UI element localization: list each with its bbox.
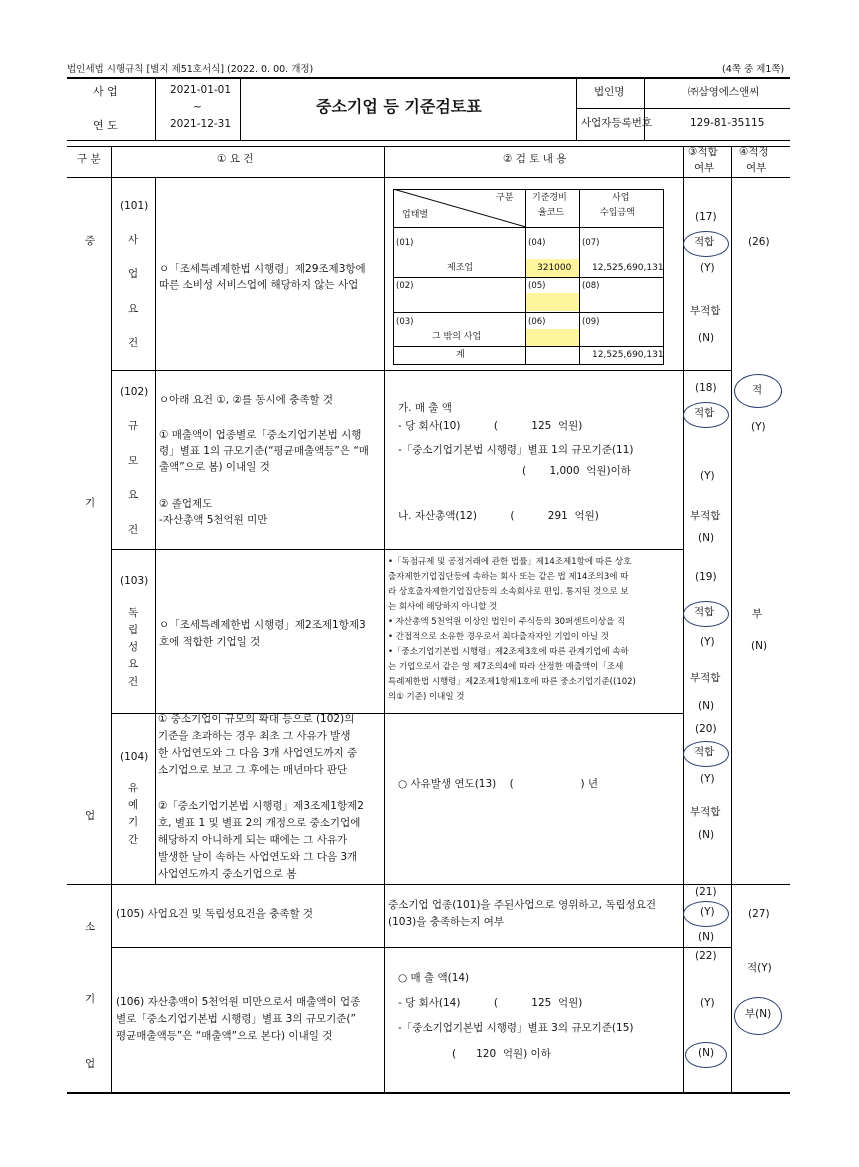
row102-req-line: -자산총액 5천억원 미만 [159,514,268,526]
table-hline [393,346,664,347]
table-cell: (04) [528,238,546,248]
table-cell: (05) [528,281,546,291]
col-fit3-b: 여부 [694,162,715,174]
row106-rev-std: -「중소기업기본법 시행령」별표 3의 규모기준(15) [398,1022,634,1034]
row104-req-line: 호, 별표 1 및 별표 2의 개정으로 중소기업에 [158,817,361,829]
side-label: 소 [85,921,96,933]
row104-fit-y: (Y) [700,773,715,785]
row101-label-char: 요 [128,303,139,315]
col-review: ② 검 토 내 용 [503,153,567,165]
highlight [526,293,579,311]
highlight [526,329,579,346]
row103-fit-y: (Y) [700,636,715,648]
corp-name: ㈜삼영에스앤씨 [688,86,760,98]
row101-fit-code: (17) [695,211,717,223]
row103-review-line: •「중소기업기본법 시행령」제2조제3호에 따른 관계기업에 속하 [388,647,629,657]
row105-review-line: 중소기업 업종(101)을 주된사업으로 영위하고, 독립성요건 [388,899,657,911]
side-label: 기 [85,497,96,509]
col-category: 구 분 [77,153,101,165]
row101-fit-no: 부적합 [690,305,721,317]
row102-asset: 나. 자산총액(12) ( 291 억원) [398,510,599,522]
row103-req-line: 호에 적합한 기업일 것 [159,636,261,648]
row-sep-102 [111,549,684,550]
business-year-label-1: 사 업 [93,85,118,98]
side-label: 기 [85,993,96,1005]
row-sep-105 [111,947,732,948]
row-sep-101 [111,370,731,371]
row101-label-char: 사 [128,234,139,246]
row103-fit-n: (N) [698,700,715,712]
table-hline [393,312,664,313]
row102-fit-ok: 적합 [694,407,715,419]
vline [240,78,241,140]
row104-fit-code: (20) [695,723,717,735]
col4-bottom-no: 부(N) [745,1008,772,1020]
vline [644,78,645,140]
row102-req-line: ② 졸업제도 [159,498,213,510]
row104-req-line: 발생한 날이 속하는 사업연도와 그 다음 3개 [158,851,358,863]
row102-rev-title: 가. 매 출 액 [398,402,452,414]
table-cell: 321000 [537,263,572,273]
hline [576,108,790,109]
side-label: 업 [85,1058,96,1070]
row103-review-line: •「독점규제 및 공정거래에 관한 법률」제14조제1항에 따른 상호 [388,557,632,567]
row103-review-line: 출자제한기업집단등에 속하는 회사 또는 같은 법 제14조의3에 따 [388,572,629,582]
col-requirement: ① 요 건 [217,153,254,165]
row102-fit-code: (18) [695,382,717,394]
row103-req-line: ㅇ「조세특례제한법 시행령」제2조제1항제3 [159,619,366,631]
table-cell: (03) [396,317,414,327]
header-bottom-line-2 [67,146,790,147]
row105-fit-n: (N) [698,931,715,943]
row102-rev-std-val: ( 1,000 억원)이하 [522,465,631,477]
row104-req-line: ① 중소기업이 규모의 확대 등으로 (102)의 [158,713,355,725]
table-cell: (02) [396,281,414,291]
row102-fit-n: (N) [698,532,715,544]
corp-name-label: 법인명 [594,86,625,98]
top-border [67,77,790,79]
table-cell: 그 밖의 사업 [432,332,482,342]
row-sep-104 [67,884,790,885]
row105-req: (105) 사업요건 및 독립성요건을 충족할 것 [116,908,314,920]
row101-code: (101) [120,200,149,212]
row106-fit-y: (Y) [700,997,715,1009]
row103-label-char: 건 [128,676,139,688]
period-tilde: ~ [193,101,202,113]
row104-req-line: 사업연도까지 중소기업으로 봄 [158,868,297,880]
row104-req-line: 해당하지 아니하게 되는 때에는 그 사유가 [158,834,348,846]
row104-req-line: ②「중소기업기본법 시행령」제3조제1항제2 [158,800,364,812]
table-hdr-revenue: 사업 [612,193,630,203]
table-hline [393,227,664,228]
row104-fit-no: 부적합 [690,806,721,818]
row104-label-char: 기 [128,816,139,828]
row103-fit-no: 부적합 [690,672,721,684]
table-cell: (06) [528,317,546,327]
row105-fit-y: (Y) [700,906,715,918]
row103-review-line: • 자산총액 5천억원 이상인 법인이 주식등의 30퍼센트이상을 직 [388,617,626,627]
row104-code: (104) [120,751,149,763]
table-cell: 제조업 [447,263,474,273]
period-start: 2021-01-01 [170,84,232,96]
table-cell: 12,525,690,131 [592,263,664,273]
row104-req-line: 한 사업연도와 그 다음 3개 사업연도까지 중 [158,747,358,759]
row101-fit-y: (Y) [700,262,715,274]
side-label: 중 [85,235,96,247]
row102-req-line: 출액”으로 봄) 이내일 것 [159,461,270,473]
table-hdr-code: 기준경비 [532,193,567,203]
row106-fit-n: (N) [698,1047,715,1059]
table-cell: (07) [582,238,600,248]
row101-label-char: 업 [128,268,139,280]
header-bottom-line [67,140,790,141]
table-hdr-code: 율코드 [538,208,565,218]
row101-fit-n: (N) [698,332,715,344]
row103-review-line: 는 회사에 해당하지 아니할 것 [388,602,498,612]
table-cell: (01) [396,238,414,248]
form-reference: 법인세법 시행규칙 [별지 제51호서식] (2022. 0. 00. 개정) [67,64,314,75]
col4-mid-y: (Y) [751,421,766,433]
col-fit4-a: ④적정 [739,146,769,158]
row104-label-char: 예 [128,799,139,811]
table-total-label: 계 [456,350,465,360]
row106-req-line: 평균매출액등”은 “매출액”으로 본다) 이내일 것 [116,1030,333,1042]
table-hdr-industry: 업태별 [402,210,429,220]
row106-fit-code: (22) [695,950,717,962]
row102-label-char: 요 [128,489,139,501]
row102-code: (102) [120,386,149,398]
vline-req [384,147,385,1092]
period-end: 2021-12-31 [170,118,232,130]
row103-review-line: 특례제한법 시행령」제2조제1항제1호에 따른 중소기업기준((102) [388,677,636,687]
row106-rev-std-val: ( 120 억원) 이하 [452,1048,551,1060]
row106-req-line: 별로「중소기업기본법 시행령」별표 3의 규모기준(” [116,1013,356,1025]
row102-req-line: 령」별표 1의 규모기준(“평균매출액등”은 “매 [159,445,369,457]
row104-label-char: 간 [128,834,139,846]
row103-label-char: 요 [128,658,139,670]
vline-category [111,147,112,884]
row103-label-char: 립 [128,624,139,636]
bottom-border [67,1092,790,1094]
row106-rev-own: - 당 회사(14) ( 125 억원) [398,997,583,1009]
table-cell: (08) [582,281,600,291]
row102-fit-no: 부적합 [690,510,721,522]
col4-bottom-ok: 적(Y) [747,962,772,974]
col4-mid-no: 부 [752,608,763,620]
reg-no-label: 사업자등록번호 [581,117,653,129]
row102-label-char: 건 [128,524,139,536]
col4-mid-ok: 적 [752,384,763,396]
col-fit3-a: ③적합 [688,146,718,158]
table-hdr-gubun: 구분 [496,193,514,203]
table-hline [393,277,664,278]
row103-review-line: • 간접적으로 소유한 경우로서 최다출자자인 기업이 아닐 것 [388,632,609,642]
row106-rev-title: ○ 매 출 액(14) [398,972,470,984]
row104-fit-n: (N) [698,829,715,841]
row103-fit-ok: 적합 [694,606,715,618]
table-hdr-revenue: 수입금액 [600,208,635,218]
vline-review [683,147,684,1092]
page-info: (4쪽 중 제1쪽) [722,64,785,75]
row103-review-line: 의① 기준) 이내일 것 [388,692,465,702]
row103-label-char: 독 [128,607,139,619]
column-header-bottom [67,177,790,178]
col4-mid-n: (N) [751,640,768,652]
row102-req-line: ㅇ아래 요건 ①, ②를 동시에 충족할 것 [159,394,334,406]
row102-rev-own: - 당 회사(10) ( 125 억원) [398,420,583,432]
business-year-label-2: 연 도 [93,119,118,132]
row101-req-line: 따른 소비성 서비스업에 해당하지 않는 사업 [159,279,359,291]
row101-fit-ok: 적합 [694,236,715,248]
row103-review-line: 는 기업으로서 같은 영 제7조의4에 따라 산정한 매출액이「조세 [388,662,624,672]
page-title: 중소기업 등 기준검토표 [316,97,482,116]
row102-fit-y: (Y) [700,470,715,482]
col-fit4-b: 여부 [746,162,767,174]
side-label: 업 [85,810,96,822]
row102-label-char: 규 [128,420,139,432]
col4-code-27: (27) [748,908,770,920]
row101-label-char: 건 [128,337,139,349]
row105-fit-code: (21) [695,886,717,898]
row106-req-line: (106) 자산총액이 5천억원 미만으로서 매출액이 업종 [116,996,361,1008]
row102-req-line: ① 매출액이 업종별로「중소기업기본법 시행 [159,429,362,441]
row103-label-char: 성 [128,641,139,653]
row103-code: (103) [120,575,149,587]
col4-code-26: (26) [748,236,770,248]
row103-fit-code: (19) [695,571,717,583]
row102-rev-std: -「중소기업기본법 시행령」별표 1의 규모기준(11) [398,444,634,456]
vline [576,78,577,140]
reg-no: 129-81-35115 [690,117,765,129]
vline-code [155,178,156,884]
row104-label-char: 유 [128,782,139,794]
row104-fit-ok: 적합 [694,746,715,758]
row101-req-line: ㅇ「조세특례제한법 시행령」제29조제3항에 [159,263,366,275]
row105-review-line: (103)을 충족하는지 여부 [388,916,505,928]
row104-req-line: 기준을 초과하는 경우 최초 그 사유가 발생 [158,730,351,742]
row104-req-line: 소기업으로 보고 그 후에는 매년마다 판단 [158,764,348,776]
vline-category-lower [111,884,112,1092]
vline-fit [731,147,732,1092]
row103-review-line: 라 상호출자제한기업집단등의 소속회사로 편입. 통지된 것으로 보 [388,587,629,597]
table-total-revenue: 12,525,690,131 [592,350,664,360]
row102-label-char: 모 [128,455,139,467]
table-cell: (09) [582,317,600,327]
vline [155,78,156,140]
row104-review: ○ 사유발생 연도(13) ( ) 년 [398,778,599,790]
